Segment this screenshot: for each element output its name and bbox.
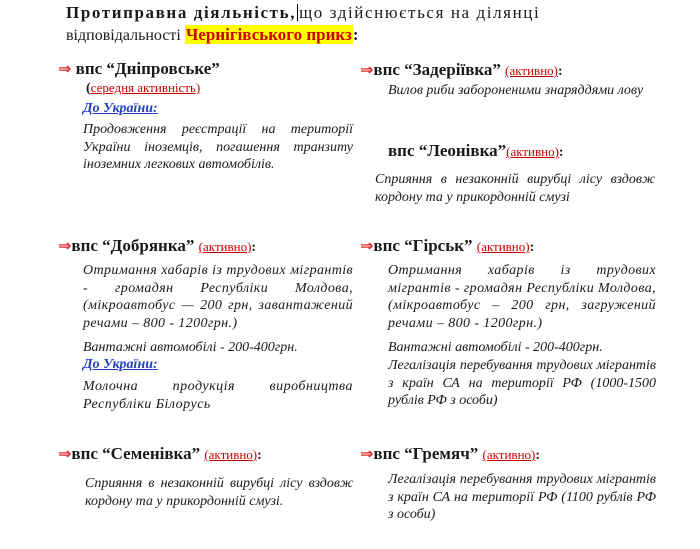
text-cursor bbox=[297, 4, 298, 21]
arrow-icon: ⇒ bbox=[58, 59, 72, 78]
status-badge[interactable]: (активно) bbox=[505, 63, 558, 78]
arrow-icon: ⇒ bbox=[360, 444, 374, 463]
arrow-icon: ⇒ bbox=[360, 236, 374, 255]
activity-text: Вантажні автомобілі - 200-400грн. bbox=[83, 340, 298, 355]
activity-text: Легалізація перебування трудових мігрантів з країн СА на території РФ (1100 рублів РФ з особи) bbox=[388, 472, 656, 522]
status-badge[interactable]: (активно) bbox=[506, 144, 559, 159]
post-hirsk bbox=[360, 236, 534, 258]
status-badge[interactable]: (активно) bbox=[482, 447, 536, 462]
activity-text: Вилов риби забороненими знаряддями лову bbox=[388, 83, 644, 98]
status-badge[interactable]: (активно) bbox=[198, 239, 252, 254]
activity-text: Продовження реєстрації на території України іноземців, погашення транзиту іноземних легкових автомобілів. bbox=[83, 122, 353, 172]
post-dobrianka bbox=[58, 236, 256, 258]
activity-text: Молочна продукція виробництва Республіки Білорусь bbox=[83, 379, 353, 412]
title-rest: що здійснюється на ділянці bbox=[299, 3, 541, 22]
colon: : bbox=[535, 448, 541, 463]
title-line2-prefix: відповідальності bbox=[66, 27, 185, 44]
activity-text: Отримання хабарів із трудових мігрантів - громадян Республіки Молдова, (мікроавтобус – 200 грн, загружений речами – 800 - 1200грн.) bbox=[388, 263, 656, 331]
post-name: впс “Леонівка” bbox=[388, 141, 507, 160]
status-line bbox=[86, 80, 200, 97]
activity-text: Легалізація перебування трудових мігрантів з країн СА на території РФ (1000-1500 рублів РФ з особи) bbox=[388, 358, 656, 408]
colon: : bbox=[558, 145, 564, 160]
activity-text: Отримання хабарів із трудових мігрантів - громадян Республіки Молдова, (мікроавтобус — 200 грн, завантажений речами – 800 - 1200грн.) bbox=[83, 263, 353, 331]
page-title bbox=[66, 2, 691, 47]
status-badge[interactable]: (активно) bbox=[476, 239, 530, 254]
post-semenivka bbox=[58, 444, 262, 466]
colon: : bbox=[529, 240, 535, 255]
to-ukraine-label: До України: bbox=[83, 101, 158, 116]
activity-text: Вантажні автомобілі - 200-400грн. bbox=[388, 340, 603, 355]
to-ukraine-label: До України: bbox=[83, 357, 158, 372]
title-highlight: Чернігівського прикз bbox=[185, 25, 352, 44]
status-badge[interactable]: середня активність) bbox=[90, 80, 201, 95]
post-name: впс “Задеріївка” bbox=[373, 60, 501, 79]
activity-text: Сприяння в незаконній вирубці лісу вздовж кордону та у прикордонній смузі. bbox=[85, 476, 353, 509]
post-leonivka bbox=[388, 141, 564, 163]
colon: : bbox=[251, 240, 257, 255]
post-name: впс “Дніпровське” bbox=[75, 59, 220, 78]
post-name: впс “Гірськ” bbox=[373, 236, 473, 255]
post-name: впс “Гремяч” bbox=[373, 444, 479, 463]
activity-text: Сприяння в незаконній вирубці лісу вздовж кордону та у прикордонній смузі bbox=[375, 172, 655, 205]
post-dniprovske bbox=[58, 59, 220, 79]
arrow-icon: ⇒ bbox=[360, 60, 374, 79]
post-zaderiivka bbox=[360, 60, 563, 82]
arrow-icon: ⇒ bbox=[58, 444, 72, 463]
open-paren: ( bbox=[86, 81, 91, 96]
post-name: впс “Добрянка” bbox=[71, 236, 195, 255]
colon: : bbox=[557, 64, 563, 79]
arrow-icon: ⇒ bbox=[58, 236, 72, 255]
post-hremiach bbox=[360, 444, 540, 466]
colon: : bbox=[257, 448, 262, 463]
status-badge[interactable]: (активно) bbox=[204, 447, 258, 462]
post-name: впс “Семенівка” bbox=[71, 444, 201, 463]
title-bold: Протиправна діяльність, bbox=[66, 3, 297, 22]
title-colon: : bbox=[352, 25, 359, 44]
